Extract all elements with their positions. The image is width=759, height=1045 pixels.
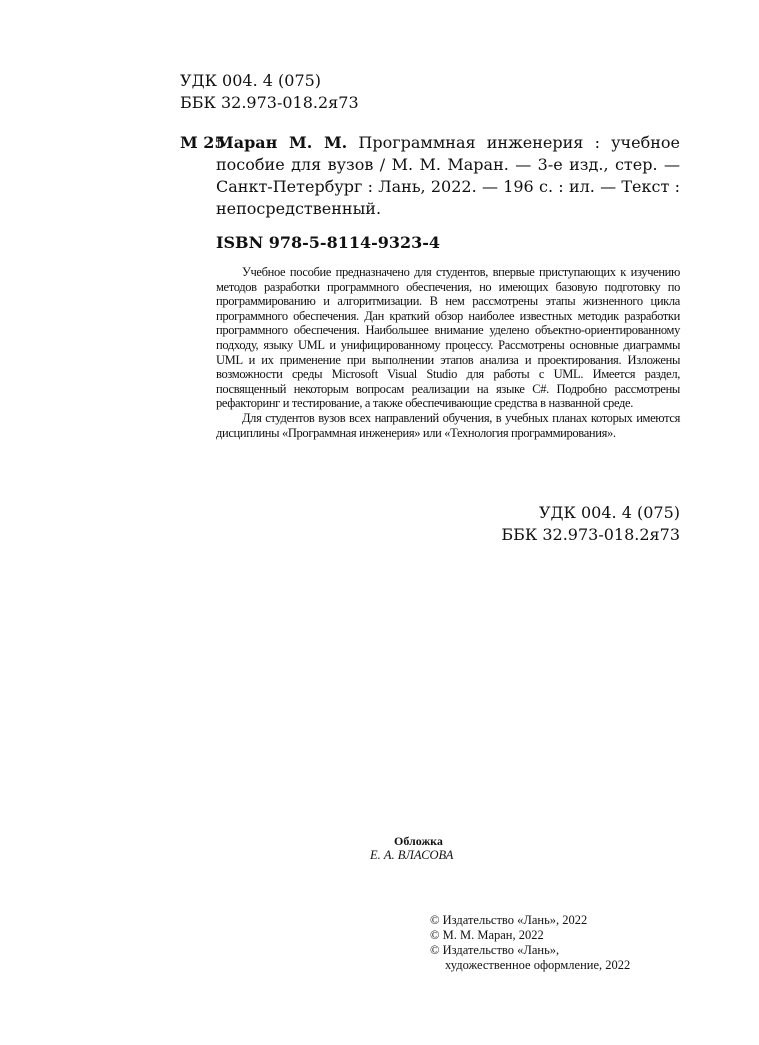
udk-code: УДК 004. 4 (075) bbox=[538, 503, 680, 522]
bbk-code: ББК 32.973-018.2я73 bbox=[501, 525, 680, 544]
classification-bottom bbox=[501, 502, 680, 546]
abstract bbox=[216, 265, 680, 440]
author-mark: М 25 bbox=[180, 133, 226, 152]
cover-label: Обложка bbox=[394, 834, 443, 848]
bibliographic-description: Программная инженерия : учебное пособие для вузов / М. М. Маран. — 3-е изд., стер. — Санкт-Петербург : Лань, 2022. — 196 с. : ил. — Текст : непосредственный. bbox=[216, 133, 680, 218]
copyright-line-continuation: художественное оформление, 2022 bbox=[445, 958, 631, 972]
copyright-line: © Издательство «Лань», 2022 bbox=[430, 913, 588, 927]
abstract-paragraph: Учебное пособие предназначено для студентов, впервые приступающих к изучению методов разработки программного обеспечения, но имеющих базовую подготовку по программированию и алгоритмизации. В нем рассмотрены этапы жизненного цикла программного обеспечения. Дан краткий обзор наиболее известных методик разработки программного обеспечения. Наибольшее внимание уделено объектно-ориентированному подходу, языку UML и унифицированному процессу. Рассмотрены основные диаграммы UML и их применение при выполнении этапов анализа и проектирования. Изложены возможности среды Microsoft Visual Studio для работы с UML. Имеется раздел, посвященный некоторым вопросам реализации на языке C#. Подробно рассмотрены рефакторинг и тестирование, а также обеспечивающие средства в названной среде. bbox=[216, 265, 680, 411]
bibliographic-record bbox=[216, 132, 680, 220]
abstract-paragraph: Для студентов вузов всех направлений обучения, в учебных планах которых имеются дисциплины «Программная инженерия» или «Технология программирования». bbox=[216, 410, 680, 440]
cover-artist: Е. А. ВЛАСОВА bbox=[370, 848, 454, 862]
copyright-block bbox=[430, 913, 630, 973]
isbn: ISBN 978-5-8114-9323-4 bbox=[216, 233, 441, 252]
udk-code: УДК 004. 4 (075) bbox=[180, 71, 322, 90]
classification-top bbox=[180, 70, 359, 114]
copyright-line: © Издательство «Лань», bbox=[430, 943, 560, 957]
copyright-line: © М. М. Маран, 2022 bbox=[430, 928, 544, 942]
author-name: Маран М. М. bbox=[216, 133, 348, 152]
bbk-code: ББК 32.973-018.2я73 bbox=[180, 93, 359, 112]
